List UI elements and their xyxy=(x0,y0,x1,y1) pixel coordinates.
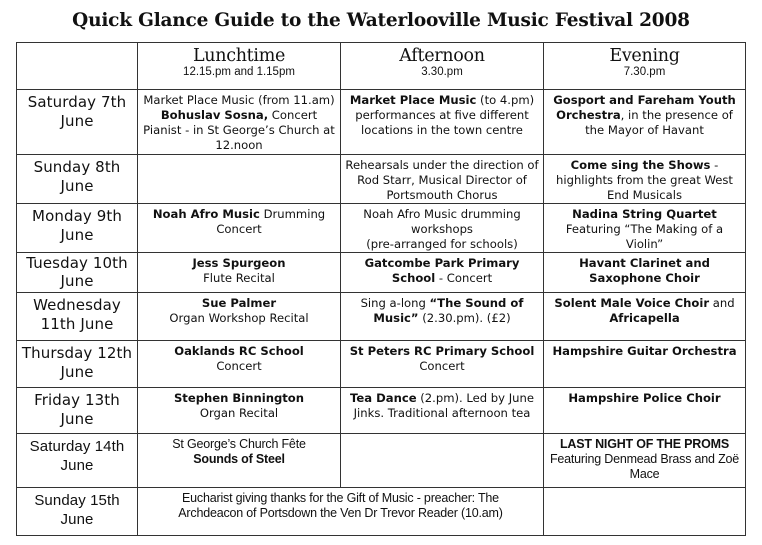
lunchtime-cell xyxy=(138,293,341,341)
month-label: June xyxy=(60,363,94,381)
event-text: Flute Recital xyxy=(203,271,275,285)
header-day-cell xyxy=(17,43,138,90)
lunchtime-cell xyxy=(138,388,341,434)
event-name: Gosport and Fareham Youth Orchestra xyxy=(553,93,736,122)
event-name: “The Sound of Music” xyxy=(373,296,524,325)
event-text: Drumming Concert xyxy=(216,207,326,236)
column-time: 3.30.pm xyxy=(421,66,463,78)
event-text: St George’s Church Fête xyxy=(172,437,306,451)
day-label: Sunday 15th xyxy=(34,492,120,509)
lunchtime-cell xyxy=(138,155,341,204)
table-row xyxy=(17,434,746,488)
event-name: Hampshire Guitar Orchestra xyxy=(552,344,737,358)
lunchtime-cell xyxy=(138,253,341,293)
table-row xyxy=(17,388,746,434)
month-label: June xyxy=(60,457,94,474)
lunchtime-cell xyxy=(138,341,341,388)
event-name: St Peters RC Primary School xyxy=(349,344,535,358)
day-cell xyxy=(17,90,138,155)
header-afternoon xyxy=(341,43,544,90)
column-time: 7.30.pm xyxy=(623,66,666,78)
event-name: Sounds of Steel xyxy=(193,452,285,466)
day-label: Thursday 12th xyxy=(21,344,133,362)
month-label: June xyxy=(60,112,94,130)
evening-cell xyxy=(544,253,746,293)
event-text: Eucharist giving thanks for the Gift of Music - preacher: The xyxy=(182,491,499,505)
evening-cell xyxy=(544,293,746,341)
evening-cell xyxy=(544,204,746,253)
event-text: Featuring Denmead Brass and Zoë Mace xyxy=(549,452,740,481)
event-text: , in the presence of the Mayor of Havant xyxy=(585,108,733,137)
table-row xyxy=(17,155,746,204)
lunchtime-cell xyxy=(138,204,341,253)
event-text: (to 4.pm) performances at five different locations in the town centre xyxy=(355,93,535,137)
event-name: Oaklands RC School xyxy=(174,344,304,358)
event-text: and xyxy=(709,296,735,310)
table-row xyxy=(17,341,746,388)
day-label: Saturday 7th xyxy=(27,93,127,111)
table-row xyxy=(17,90,746,155)
day-cell xyxy=(17,253,138,293)
month-label: June xyxy=(60,177,94,195)
event-text: Sing a-long xyxy=(360,296,430,310)
event-name: Jess Spurgeon xyxy=(192,256,286,270)
event-name: Solent Male Voice Choir xyxy=(554,296,710,310)
lunchtime-cell xyxy=(138,434,341,488)
table-row xyxy=(17,488,746,536)
lunchtime-cell xyxy=(138,90,341,155)
evening-cell xyxy=(544,341,746,388)
event-name: Sue Palmer xyxy=(201,296,277,310)
afternoon-cell xyxy=(341,90,544,155)
event-name: Africapella xyxy=(609,311,680,325)
event-text: - highlights from the great West End Musicals xyxy=(556,158,733,202)
event-text: (2.pm). Led by June Jinks. Traditional afternoon tea xyxy=(353,391,534,420)
event-text: - Concert xyxy=(435,271,493,285)
month-label: June xyxy=(60,272,94,290)
day-label: Saturday 14th xyxy=(29,438,125,455)
event-text: Concert xyxy=(216,359,262,373)
column-title: Evening xyxy=(609,46,680,66)
event-text: Organ Workshop Recital xyxy=(169,311,309,325)
day-cell xyxy=(17,341,138,388)
evening-cell xyxy=(544,388,746,434)
afternoon-cell xyxy=(341,155,544,204)
day-label: Wednesday xyxy=(33,296,121,314)
afternoon-cell xyxy=(341,388,544,434)
event-name: Market Place Music xyxy=(349,93,477,107)
afternoon-cell xyxy=(341,341,544,388)
event-text: Noah Afro Music drumming workshops xyxy=(363,207,521,236)
event-text: Concert xyxy=(419,359,465,373)
month-label: June xyxy=(60,410,94,428)
day-cell xyxy=(17,388,138,434)
afternoon-cell xyxy=(341,204,544,253)
table-row xyxy=(17,293,746,341)
event-name: Nadina String Quartet xyxy=(572,207,717,221)
day-cell xyxy=(17,293,138,341)
event-name: Hampshire Police Choir xyxy=(568,391,721,405)
event-text: Market Place Music (from 11.am) xyxy=(143,93,335,107)
day-label: Sunday 8th xyxy=(33,158,121,176)
table-row xyxy=(17,253,746,293)
event-text: Concert Pianist - in St George’s Church at 12.noon xyxy=(143,108,335,152)
header-lunchtime xyxy=(138,43,341,90)
day-cell xyxy=(17,204,138,253)
event-name: Stephen Binnington xyxy=(173,391,305,405)
event-text: Rehearsals under the direction of Rod Starr, Musical Director of Portsmouth Chorus xyxy=(345,158,539,202)
afternoon-cell xyxy=(341,253,544,293)
event-text: Organ Recital xyxy=(199,406,279,420)
month-label: June xyxy=(60,511,94,528)
day-cell xyxy=(17,155,138,204)
event-name: Gatcombe Park Primary School xyxy=(364,256,520,285)
afternoon-cell xyxy=(341,293,544,341)
evening-cell xyxy=(544,155,746,204)
header-evening xyxy=(544,43,746,90)
header-row xyxy=(17,43,746,90)
festival-schedule-table xyxy=(16,42,746,536)
day-label: Friday 13th xyxy=(34,391,120,409)
column-title: Afternoon xyxy=(399,46,485,66)
event-name: Tea Dance xyxy=(350,391,417,405)
evening-cell xyxy=(544,434,746,488)
event-name: Bohuslav Sosna, xyxy=(160,108,269,122)
lunchtime-afternoon-merged-cell xyxy=(138,488,544,536)
column-time: 12.15.pm and 1.15pm xyxy=(183,66,295,78)
month-label: June xyxy=(60,226,94,244)
event-name: LAST NIGHT OF THE PROMS xyxy=(559,437,729,451)
column-title: Lunchtime xyxy=(192,46,286,66)
day-label: Tuesday 10th xyxy=(26,254,128,272)
afternoon-cell xyxy=(341,434,544,488)
month-label: 11th June xyxy=(40,315,114,333)
event-name: Havant Clarinet and Saxophone Choir xyxy=(579,256,710,285)
page-title: Quick Glance Guide to the Waterlooville Music Festival 2008 xyxy=(72,10,690,31)
day-cell xyxy=(17,488,138,536)
event-note: (pre-arranged for schools) xyxy=(366,237,518,251)
event-name: Come sing the Shows xyxy=(570,158,711,172)
event-text: Archdeacon of Portsdown the Ven Dr Trevor Reader (10.am) xyxy=(178,506,503,520)
event-name: Noah Afro Music xyxy=(152,207,260,221)
table-row xyxy=(17,204,746,253)
day-label: Monday 9th xyxy=(32,207,122,225)
evening-cell xyxy=(544,488,746,536)
day-cell xyxy=(17,434,138,488)
event-text: Featuring “The Making of a Violin” xyxy=(565,222,724,251)
event-text: (2.30.pm). (£2) xyxy=(418,311,511,325)
evening-cell xyxy=(544,90,746,155)
